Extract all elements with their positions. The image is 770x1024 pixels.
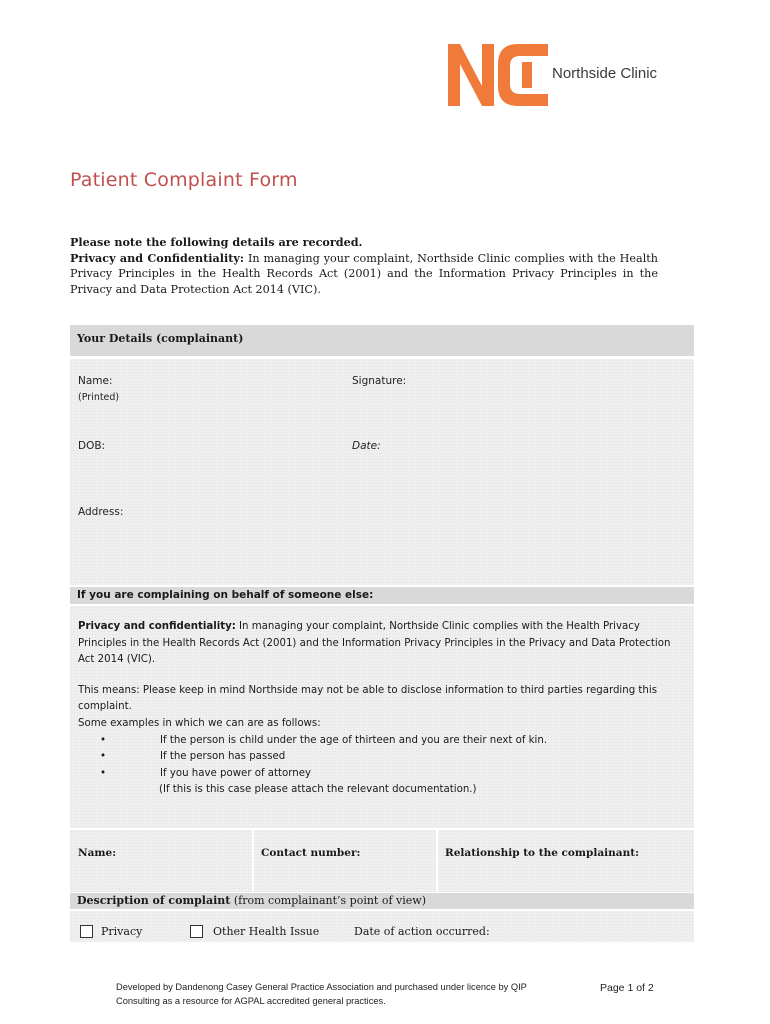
list-item [78, 733, 686, 750]
your-details-section [70, 359, 694, 585]
bullet-glyph: • [100, 734, 107, 746]
intro-line1: Please note the following details are recorded. [70, 235, 363, 249]
behalf-heading: If you are complaining on behalf of someone else: [70, 587, 694, 604]
relationship-cell[interactable] [438, 830, 694, 892]
privacy-checkbox-label: Privacy [101, 925, 143, 938]
signature-field-label: Signature: [352, 375, 407, 387]
privacy-checkbox[interactable] [80, 925, 93, 938]
intro-privacy-text: In managing your complaint, Northside Clinic complies with the Health Privacy Principles in the Health Records Act (2001) and the Information Privacy Principles in the Privacy and Data Protection Act 2014 (VIC). [70, 251, 658, 296]
date-of-action-label: Date of action occurred: [354, 925, 490, 938]
printed-label: (Printed) [78, 392, 120, 403]
behalf-privacy-text: In managing your complaint, Northside Clinic complies with the Health Privacy Principles in the Health Records Act (2001) and the Information Privacy Principles in the Privacy and Data Protection Act 2014 (VIC). [78, 621, 671, 666]
your-details-heading: Your Details (complainant) [70, 325, 694, 356]
list-item [78, 749, 686, 766]
relationship-label: Relationship to the complainant: [445, 847, 639, 859]
other-health-issue-label: Other Health Issue [213, 925, 320, 938]
behalf-section [70, 606, 694, 828]
intro-privacy-label: Privacy and Confidentiality: [70, 250, 245, 265]
footer-text: Developed by Dandenong Casey General Practice Association and purchased under licence by QIP Consulting as a resource for AGPAL accredited general practices. [116, 982, 527, 1006]
dob-field-label: DOB: [78, 440, 106, 452]
description-heading-rest: (from complainant’s point of view) [230, 894, 426, 907]
contact-number-cell[interactable] [254, 830, 438, 892]
behalf-examples-intro: Some examples in which we can are as follows: [78, 717, 321, 729]
contact-row [70, 830, 694, 892]
bullet-glyph: • [100, 751, 107, 763]
behalf-bullet-list [78, 733, 686, 783]
bullet-text: If the person has passed [160, 751, 286, 763]
bullet-text: If the person is child under the age of thirteen and you are their next of kin. [160, 734, 548, 746]
intro-text [70, 235, 658, 297]
logo-text: Northside Clinic [552, 65, 658, 82]
behalf-privacy [78, 619, 686, 669]
page-title: Patient Complaint Form [70, 169, 298, 191]
bullet-text: If you have power of attorney [160, 767, 312, 779]
description-heading-bold: Description of complaint [77, 894, 231, 907]
logo-letter-i [522, 62, 532, 88]
contact-name-cell[interactable] [70, 830, 254, 892]
description-heading [70, 893, 694, 909]
contact-number-label: Contact number: [261, 847, 361, 859]
description-options [70, 911, 694, 942]
intro-privacy [70, 251, 658, 298]
behalf-means-text: This means: Please keep in mind Northside may not be able to disclose information to third parties regarding this complaint. [78, 684, 657, 713]
other-health-issue-checkbox[interactable] [190, 925, 203, 938]
contact-name-label: Name: [78, 847, 117, 859]
logo-letter-n [448, 44, 494, 106]
bullet-glyph: • [100, 767, 107, 779]
list-item [78, 766, 686, 783]
behalf-privacy-label: Privacy and confidentiality: [78, 621, 236, 632]
name-field-label: Name: [78, 375, 113, 387]
date-field-label: Date: [352, 440, 381, 452]
address-field-label: Address: [78, 506, 124, 518]
page-number: Page 1 of 2 [600, 982, 654, 994]
behalf-note: (If this is this case please attach the relevant documentation.) [159, 784, 477, 796]
